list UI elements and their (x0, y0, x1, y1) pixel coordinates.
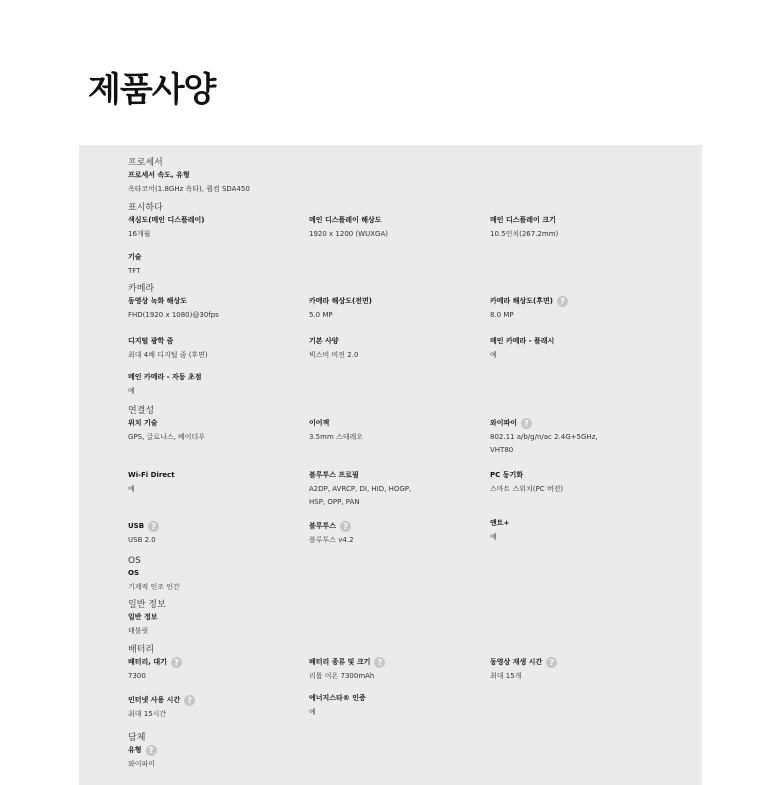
spec-value: 1920 x 1200 (WUXGA) (309, 230, 388, 238)
spec-item (309, 417, 459, 444)
spec-label: 블루투스 프로필 (309, 471, 359, 479)
help-icon[interactable]: ? (148, 521, 159, 532)
spec-value: 5.0 MP (309, 311, 333, 319)
spec-value: GPS, 글로나스, 베이더우 (128, 433, 206, 441)
spec-label: 디지털 광학 줌 (128, 337, 174, 345)
spec-value: 최대 15시간 (128, 710, 167, 718)
spec-item (128, 611, 278, 638)
spec-value: TFT (128, 267, 141, 275)
help-icon[interactable]: ? (184, 695, 195, 706)
section-misc (128, 732, 688, 768)
spec-value: 와이파이 (128, 760, 156, 768)
spec-value: 예 (490, 533, 497, 541)
spec-label: 기본 사양 (309, 337, 339, 345)
spec-item (490, 517, 640, 544)
spec-label (309, 520, 459, 532)
spec-value: 8.0 MP (490, 311, 514, 319)
spec-value: 최대 4배 디지털 줌 (후면) (128, 351, 208, 359)
section-title: 담체 (128, 733, 146, 743)
section-display (128, 202, 688, 275)
spec-value: 예 (128, 387, 135, 395)
spec-value: 802.11 a/b/g/n/ac 2.4G+5GHz, VHT80 (490, 433, 598, 454)
spec-item (128, 656, 278, 683)
spec-item (490, 469, 640, 496)
help-icon[interactable]: ? (557, 296, 568, 307)
spec-label-text: USB (128, 522, 145, 530)
spec-label-text: 동영상 재생 시간 (490, 658, 543, 666)
spec-value: 블루투스 v4.2 (309, 536, 354, 544)
spec-label-text: 블루투스 (309, 522, 337, 530)
help-icon[interactable]: ? (146, 745, 157, 756)
spec-item (128, 295, 278, 322)
spec-item (490, 295, 640, 322)
spec-label: 색심도(메인 디스플레이) (128, 216, 205, 224)
spec-item (128, 417, 278, 444)
help-icon[interactable]: ? (546, 657, 557, 668)
spec-label: 일반 정보 (128, 613, 158, 621)
spec-item (128, 371, 278, 398)
spec-value: FHD(1920 x 1080)@30fps (128, 311, 219, 319)
spec-value: 최대 15개 (490, 672, 522, 680)
spec-item (309, 335, 459, 362)
spec-value: 옥타코어(1.8GHz 옥타), 퀄컴 SDA450 (128, 185, 250, 193)
spec-label (128, 656, 278, 668)
spec-item (128, 469, 278, 496)
help-icon[interactable]: ? (340, 521, 351, 532)
spec-panel (79, 145, 702, 785)
spec-value: USB 2.0 (128, 536, 156, 544)
help-icon[interactable]: ? (521, 418, 532, 429)
spec-item (128, 694, 278, 721)
section-title: OS (128, 556, 141, 566)
spec-label: 메인 카메라 - 자동 초점 (128, 373, 202, 381)
spec-item (128, 335, 278, 362)
spec-label: 에너지스타® 인증 (309, 694, 366, 702)
spec-item (309, 520, 459, 547)
spec-item (128, 567, 278, 594)
spec-label-text: 인터넷 사용 시간 (128, 696, 181, 704)
spec-label: 기술 (128, 253, 142, 261)
spec-item (128, 744, 278, 771)
spec-label: 메인 카메라 - 플래시 (490, 337, 555, 345)
spec-label-text: 유형 (128, 746, 142, 754)
section-title: 표시하다 (128, 203, 163, 213)
spec-item (309, 214, 459, 241)
page-title: 제품사양 (88, 70, 216, 110)
spec-item (309, 692, 459, 719)
section-title: 카메라 (128, 284, 155, 294)
spec-value: 예 (309, 708, 316, 716)
spec-value: 16개월 (128, 230, 151, 238)
section-title: 연결성 (128, 406, 155, 416)
spec-item (490, 214, 640, 241)
spec-label-text: 배터리, 대기 (128, 658, 167, 666)
spec-value: 태블릿 (128, 627, 149, 635)
section-title: 배터리 (128, 645, 155, 655)
help-icon[interactable]: ? (374, 657, 385, 668)
spec-label (128, 520, 278, 532)
spec-value: 예 (490, 351, 497, 359)
spec-label: 카메라 해상도(전면) (309, 297, 372, 305)
spec-value: 리튬 이온 7300mAh (309, 672, 375, 680)
spec-value: 10.5인치(267.2mm) (490, 230, 559, 238)
spec-item (309, 295, 459, 322)
section-os (128, 555, 688, 591)
spec-item (309, 469, 459, 508)
section-connectivity (128, 405, 688, 544)
spec-label (490, 295, 640, 307)
spec-item (309, 656, 459, 683)
section-title: 일반 정보 (128, 600, 166, 610)
spec-label: PC 동기화 (490, 471, 523, 479)
spec-item (128, 520, 278, 547)
spec-item (128, 214, 278, 241)
section-general (128, 599, 688, 635)
spec-item (128, 251, 278, 278)
spec-label: Wi-Fi Direct (128, 471, 175, 479)
spec-label: 이어잭 (309, 419, 330, 427)
spec-value: 3.5mm 스테레오 (309, 433, 364, 441)
spec-value: A2DP, AVRCP, DI, HID, HOGP, HSP, OPP, PAN (309, 485, 412, 506)
spec-item (490, 656, 640, 683)
spec-label: 메인 디스플레이 크기 (490, 216, 556, 224)
spec-value: 스마트 스위치(PC 버전) (490, 485, 564, 493)
spec-label: 앤트+ (490, 519, 510, 527)
spec-item (490, 335, 640, 362)
spec-label (128, 744, 278, 756)
spec-label: 메인 디스플레이 해상도 (309, 216, 382, 224)
spec-value: 기계적 인조 인간 (128, 583, 180, 591)
spec-label-text: 와이파이 (490, 419, 518, 427)
help-icon[interactable]: ? (171, 657, 182, 668)
section-battery (128, 644, 688, 718)
spec-label: OS (128, 569, 139, 577)
spec-value: 7300 (128, 672, 146, 680)
spec-label-text: 카메라 해상도(후면) (490, 297, 553, 305)
spec-label: 위치 기술 (128, 419, 158, 427)
spec-label: 동영상 녹화 해상도 (128, 297, 187, 305)
section-title: 프로세서 (128, 158, 163, 168)
spec-item (490, 417, 640, 456)
section-camera (128, 283, 688, 395)
spec-label (490, 417, 640, 429)
spec-label (490, 656, 640, 668)
spec-value: 빅스비 비전 2.0 (309, 351, 359, 359)
spec-label-text: 배터리 종류 및 크기 (309, 658, 371, 666)
spec-label (309, 656, 459, 668)
spec-value: 예 (128, 485, 135, 493)
spec-item (128, 169, 278, 196)
spec-label: 프로세서 속도, 유형 (128, 171, 190, 179)
spec-label (128, 694, 278, 706)
section-processor (128, 157, 688, 193)
